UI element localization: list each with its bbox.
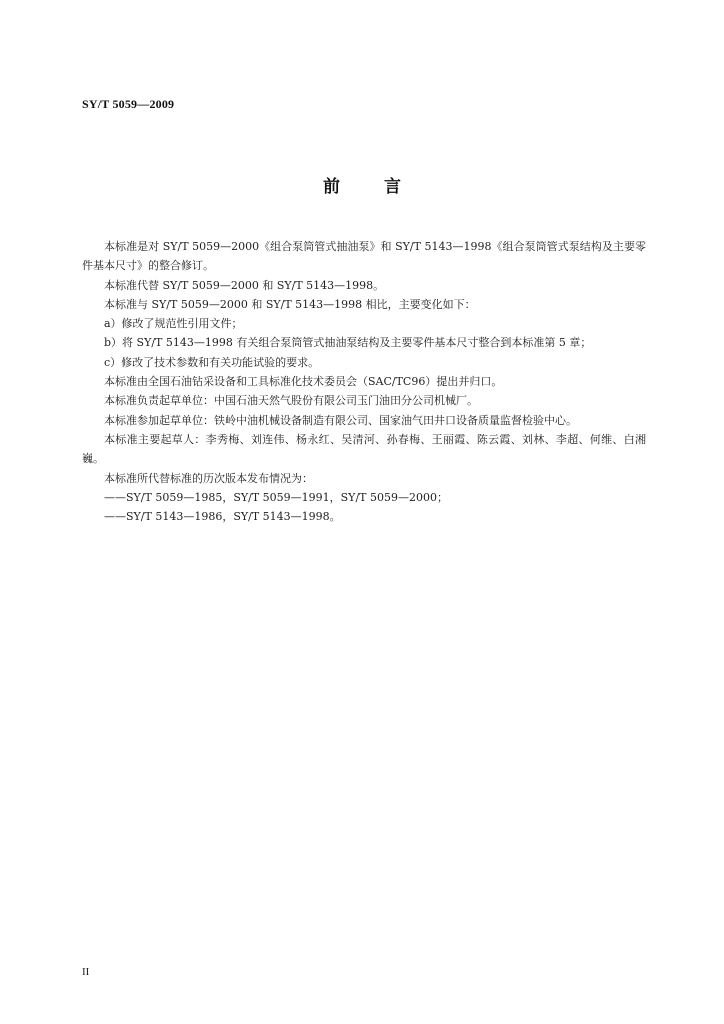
paragraph-history-intro: 本标准所代替标准的历次版本发布情况为： (104, 471, 313, 485)
list-item-change-b: b）将 SY/T 5143—1998 有关组合泵筒管式抽油泵结构及主要零件基本尺寸整合到本标准第 5 章； (104, 336, 592, 350)
list-item-history-5143: ——SY/T 5143—1986，SY/T 5143—1998。 (104, 510, 341, 524)
paragraph-changes-intro: 本标准与 SY/T 5059—2000 和 SY/T 5143—1998 相比，主要变化如下： (104, 297, 476, 311)
standard-code: SY/T 5059—2009 (82, 97, 175, 111)
page-title: 前言 (323, 177, 445, 197)
paragraph-proposer: 本标准由全国石油钻采设备和工具标准化技术委员会（SAC/TC96）提出并归口。 (104, 375, 503, 389)
page-number: II (82, 966, 90, 978)
document-body (82, 237, 646, 526)
paragraph-scope: 本标准是对 SY/T 5059—2000《组合泵筒管式抽油泵》和 SY/T 5143—1998《组合泵筒管式泵结构及主要零件基本尺寸》的整合修订。 (82, 240, 646, 273)
paragraph-replaces: 本标准代替 SY/T 5059—2000 和 SY/T 5143—1998。 (104, 278, 385, 292)
paragraph-participating-units: 本标准参加起草单位：铁岭中油机械设备制造有限公司、国家油气田井口设备质量监督检验中心。 (104, 413, 577, 427)
list-item-change-c: c）修改了技术参数和有关功能试验的要求。 (104, 355, 320, 369)
paragraph-drafters: 本标准主要起草人：李秀梅、刘连伟、杨永红、吴清河、孙春梅、王丽霞、陈云霞、刘林、李超、何维、白湘巍。 (82, 432, 646, 466)
paragraph-drafting-unit: 本标准负责起草单位：中国石油天然气股份有限公司玉门油田分公司机械厂。 (104, 394, 478, 408)
list-item-change-a: a）修改了规范性引用文件； (104, 317, 243, 331)
list-item-history-5059: ——SY/T 5059—1985，SY/T 5059—1991，SY/T 5059—2000； (104, 490, 448, 504)
